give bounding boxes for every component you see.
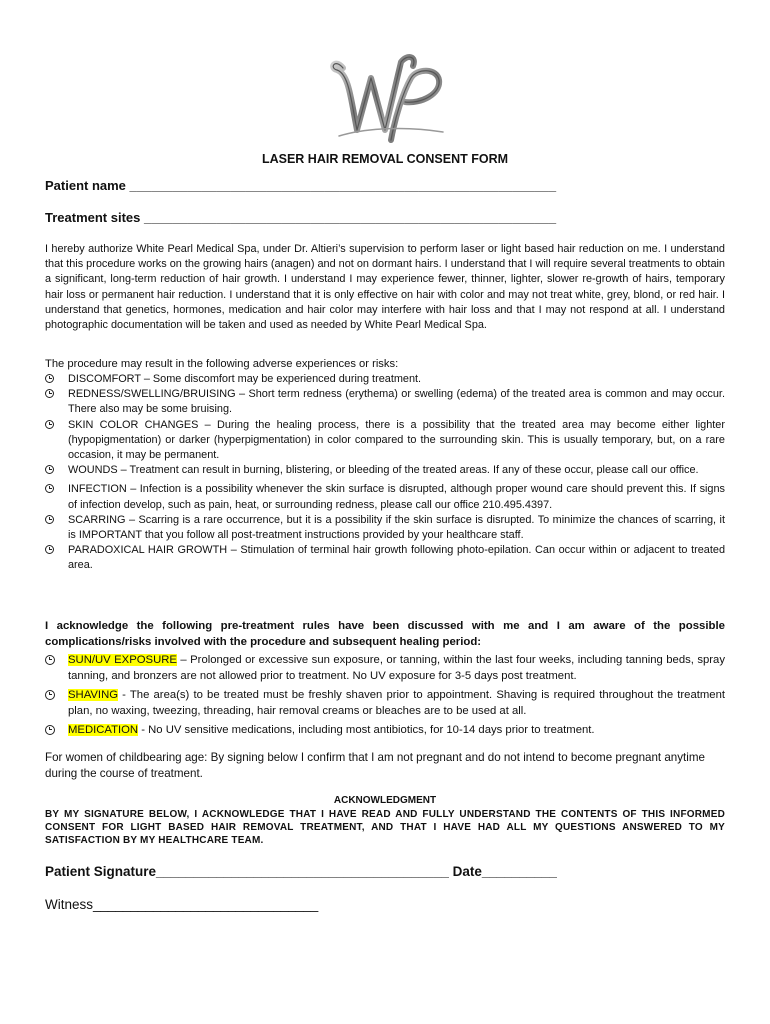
risk-item: DISCOMFORT – Some discomfort may be experienced during treatment. (45, 372, 725, 387)
childbearing-statement: For women of childbearing age: By signing below I confirm that I am not pregnant and do not intend to become pregnant anytime during the course of treatment. (45, 751, 705, 780)
acknowledgment-heading: ACKNOWLEDGMENT (333, 795, 437, 806)
pretreatment-rules-list (45, 652, 725, 741)
witness-field[interactable]: Witness______________________________ (45, 897, 319, 912)
clock-bullet-icon (45, 515, 54, 524)
risk-item: WOUNDS – Treatment can result in burning, blistering, or bleeding of the treated areas. If any of these occur, please call our office. (45, 463, 725, 478)
acknowledge-statement: I acknowledge the following pre-treatment rules have been discussed with me and I am aware of the possible complications/risks involved with the procedure and subsequent healing period: (45, 620, 725, 648)
rule-label: SUN/UV EXPOSURE (68, 654, 177, 666)
risk-item: PARADOXICAL HAIR GROWTH – Stimulation of terminal hair growth following photo-epilation. Can occur within or adjacent to treated area. (45, 543, 725, 573)
clock-bullet-icon (45, 389, 54, 398)
clock-bullet-icon (45, 655, 55, 665)
clock-bullet-icon (45, 484, 54, 493)
authorization-paragraph: I hereby authorize White Pearl Medical Spa, under Dr. Altieri’s supervision to perform laser or light based hair reduction on me. I understand that this procedure works on the growing hairs (anagen) and not on dormant hairs. I understand that I will require several treatments to obtain a significant, long-term reduction of hair growth. I understand I may experience fewer, thinner, lighter, slower re-growth of hairs, temporary hair loss or permanent hair reduction. I understand that it is only effective on hair with color and may not treat white, grey, blond, or red hair. I understand that genetics, hormones, medication and hair color may interfere with hair loss and that I may not respond at all. I understand photographic documentation will be taken and used as needed by White Pearl Medical Spa. (45, 243, 725, 332)
patient-name-field[interactable]: Patient name ___________________________________________________________ (45, 178, 557, 193)
rule-item: SHAVING - The area(s) to be treated must be freshly shaven prior to appointment. Shaving is required throughout the treatment plan, no waxing, tweezing, threading, hair removal creams or bleaches are to be used at all. (45, 687, 725, 719)
risk-item: SCARRING – Scarring is a rare occurrence, but it is a possibility if the skin surface is disrupted. To minimize the chances of scarring, it is IMPORTANT that you follow all post-treatment instructions provided by your healthcare staff. (45, 513, 725, 543)
rule-item: MEDICATION - No UV sensitive medications, including most antibiotics, for 10-14 days prior to treatment. (45, 722, 725, 738)
clock-bullet-icon (45, 725, 55, 735)
treatment-sites-field[interactable]: Treatment sites _________________________________________________________ (45, 210, 557, 225)
risk-item: SKIN COLOR CHANGES – During the healing process, there is a possibility that the treated area may become either lighter (hypopigmentation) or darker (hyperpigmentation) in color compared to the surrounding skin. This is usually temporary, but, on a rare occasion, it may be permanent. (45, 418, 725, 464)
clock-bullet-icon (45, 545, 54, 554)
patient-signature-date-field[interactable]: Patient Signature_______________________________________ Date__________ (45, 864, 557, 879)
risks-list (45, 372, 725, 574)
rule-item: SUN/UV EXPOSURE – Prolonged or excessive sun exposure, or tanning, within the last four weeks, including tanning beds, spray tanning, and bronzers are not allowed prior to treatment. No UV exposure for 3-5 days post treatment. (45, 652, 725, 684)
white-pearl-logo (325, 48, 449, 144)
rule-label: MEDICATION (68, 724, 139, 736)
form-title: LASER HAIR REMOVAL CONSENT FORM (261, 152, 509, 166)
clock-bullet-icon (45, 465, 54, 474)
clock-bullet-icon (45, 420, 54, 429)
risks-intro: The procedure may result in the following adverse experiences or risks: (45, 358, 399, 370)
rule-label: SHAVING (68, 689, 119, 701)
risk-item: REDNESS/SWELLING/BRUISING – Short term redness (erythema) or swelling (edema) of the treated area is common and may occur. There also may be some bruising. (45, 387, 725, 417)
risk-item: INFECTION – Infection is a possibility whenever the skin surface is disrupted, although proper wound care should prevent this. If signs of infection develop, such as pain, heat, or surrounding redness, please call our office 210.495.4397. (45, 482, 725, 512)
acknowledgment-text: BY MY SIGNATURE BELOW, I ACKNOWLEDGE THAT I HAVE READ AND FULLY UNDERSTAND THE CONTENTS OF THIS INFORMED CONSENT FOR LIGHT BASED HAIR REMOVAL TREATMENT, AND THAT I HAVE HAD ALL MY QUESTIONS ANSWERED TO MY SATISFACTION BY MY HEALTHCARE TEAM. (45, 809, 725, 847)
clock-bullet-icon (45, 374, 54, 383)
clock-bullet-icon (45, 690, 55, 700)
